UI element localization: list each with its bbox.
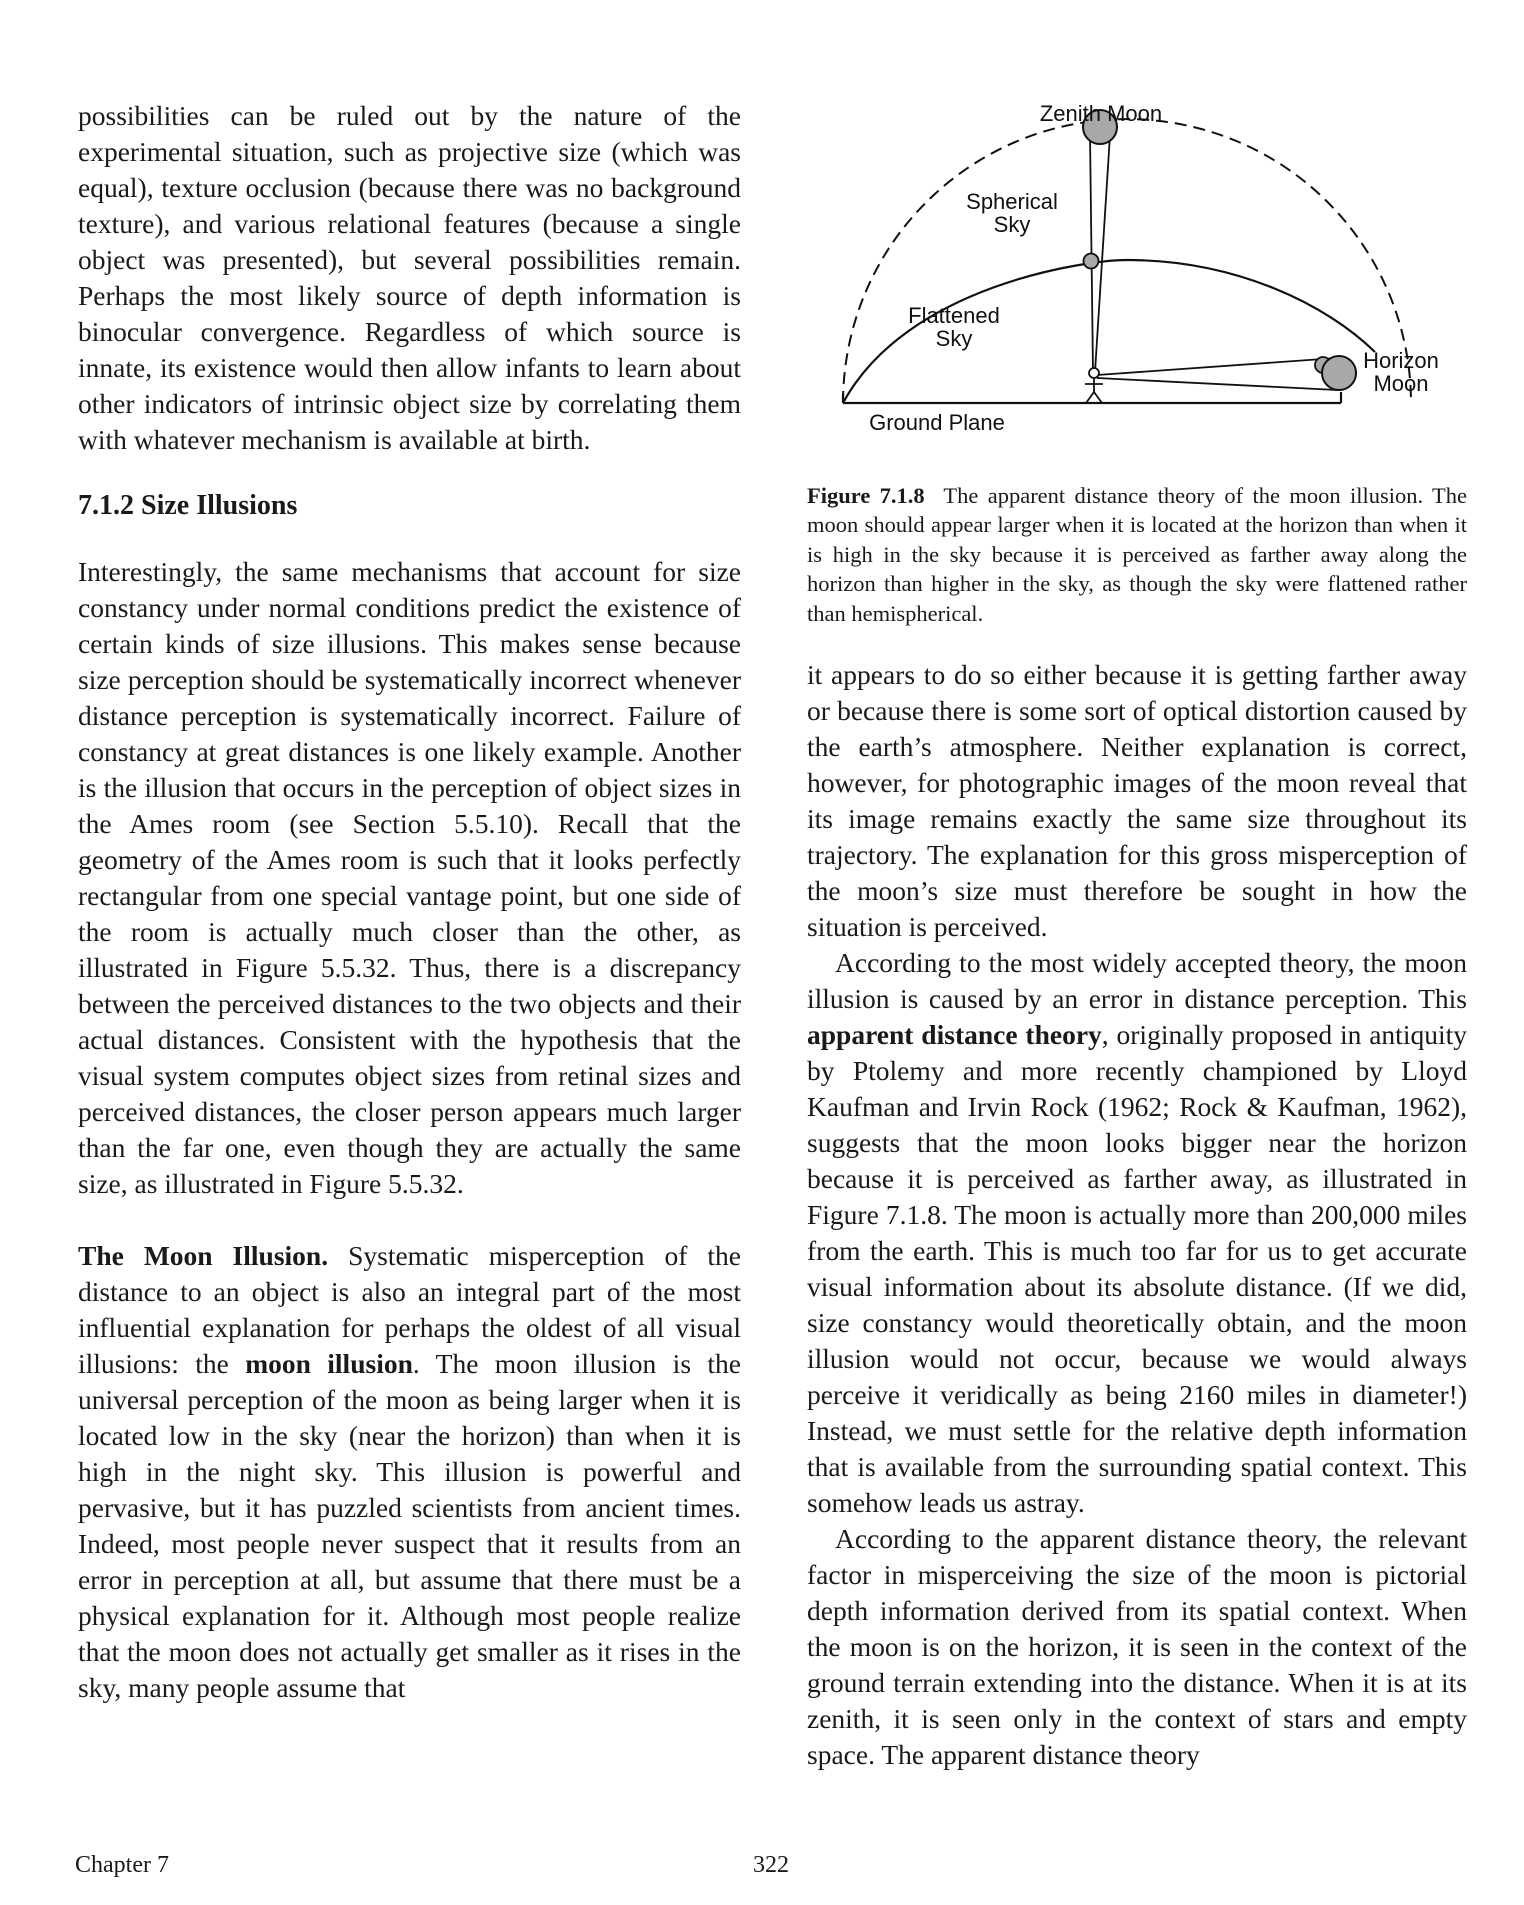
spherical-sky-label-line-1: Spherical xyxy=(966,189,1058,214)
size-illusions-paragraph: Interestingly, the same mechanisms that account for size constancy under normal conditions predict the existence of certain kinds of size illusions. This makes sense because size perception should be systematically incorrect whenever distance perception is systematically incorrect. Failure of constancy at great distances is one likely example. Another is the illusion that occurs in the perception of object sizes in the Ames room (see Section 5.5.10). Recall that the geometry of the Ames room is such that it looks perfectly rectangular from one special vantage point, but one side of the room is actually much closer than the other, as illustrated in Figure 5.5.32. Thus, there is a discrepancy between the perceived distances to the two objects and their actual distances. Consistent with the hypothesis that the visual system computes object sizes from retinal sizes and perceived distances, the closer person appears much larger than the far one, even though they are actually the same size, as illustrated in Figure 5.5.32. xyxy=(78,556,741,1199)
right-paragraph-2 xyxy=(807,945,1467,1521)
zenith-moon-label: Zenith Moon xyxy=(1039,101,1163,126)
right-paragraph-2-text-a: According to the most widely accepted theory, the moon illusion is caused by an error in distance perception. This xyxy=(807,947,1467,1014)
horizon-cone-top xyxy=(1097,358,1337,375)
moon-illusion-term: moon illusion xyxy=(245,1348,413,1379)
figure-caption-text: The apparent distance theory of the moon illusion. The moon should appear larger when it is located at the horizon than when it is high in the sky because it is perceived as farther away along the horizon than higher in the sky, as though the sky were flattened rather than hemispherical. xyxy=(807,482,1468,626)
moon-illusion-runin-heading: The Moon Illusion. xyxy=(78,1240,329,1271)
moon-illusion-text-1: Systematic misperception of the distance to an object is also an integral part of the most influential explanation for perhaps the oldest of all visual illusions: the xyxy=(78,1240,742,1379)
right-paragraph-3: According to the apparent distance theory, the relevant factor in misperceiving the size of the moon is pictorial depth information derived from its spatial context. When the moon is on the horizon, it is seen in the context of the ground terrain extending into the distance. When it is at its zenith, it is seen only in the context of stars and empty space. The apparent distance theory xyxy=(807,1523,1467,1770)
spherical-sky-label-line-2: Sky xyxy=(993,212,1031,237)
moon-illusion-figure xyxy=(807,90,1467,470)
ground-plane-label: Ground Plane xyxy=(869,410,1005,435)
horizon-moon-label-line-1: Horizon xyxy=(1363,348,1439,373)
flattened-sky-label-line-1: Flattened xyxy=(908,303,1000,328)
right-column xyxy=(807,657,1467,1773)
moon-illusion-paragraph xyxy=(78,1238,741,1706)
flattened-sky-label-line-2: Sky xyxy=(935,326,973,351)
moon-illusion-text-2: . The moon illusion is the universal perception of the moon as being larger when it is located low in the sky (near the horizon) than when it is high in the night sky. This illusion is powerful and pervasive, but it has puzzled scientists from ancient times. Indeed, most people never suspect that it results from an error in perception at all, but assume that there must be a physical explanation for it. Although most people realize that the moon does not actually get smaller as it rises in the sky, many people assume that xyxy=(78,1348,741,1703)
page-number: 322 xyxy=(753,1852,789,1878)
figure-number: Figure 7.1.8 xyxy=(807,482,925,508)
section-heading: 7.1.2 Size Illusions xyxy=(78,490,298,521)
intro-paragraph: possibilities can be ruled out by the nature of the experimental situation, such as projective size (which was equal), texture occlusion (because there was no background texture), and various relational features (because a single object was presented), but several possibilities remain. Perhaps the most likely source of depth information is binocular convergence. Regardless of which source is innate, its existence would then allow infants to learn about other indicators of intrinsic object size by correlating them with whatever mechanism is available at birth. xyxy=(78,100,741,455)
footer-chapter: Chapter 7 xyxy=(75,1852,169,1878)
horizon-moon-label-line-2: Moon xyxy=(1373,371,1429,396)
zenith-cone-right xyxy=(1095,135,1110,372)
flattened-zenith-moon-icon xyxy=(1084,254,1099,269)
right-paragraph-2-text-b: , originally proposed in antiquity by Ptolemy and more recently championed by Lloyd Kaufman and Irvin Rock (1962; Rock & Kaufman, 1962), suggests that the moon looks bigger near the horizon because it is perceived as farther away, as illustrated in Figure 7.1.8. The moon is actually more than 200,000 miles from the earth. This is much too far for us to get accurate visual information about its absolute distance. (If we did, size constancy would theoretically obtain, and the moon illusion would not occur, because we would always perceive it veridically as being 2160 miles in diameter!) Instead, we must settle for the relative depth information that is available from the surrounding spatial context. This somehow leads us astray. xyxy=(807,1019,1467,1518)
figure-caption xyxy=(807,481,1467,629)
paragraph-gap xyxy=(78,1202,741,1238)
right-paragraph-1: it appears to do so either because it is getting farther away or because there is some sort of optical distortion caused by the earth’s atmosphere. Neither explanation is correct, however, for photographic images of the moon reveal that its image remains exactly the same size throughout its trajectory. The explanation for this gross misperception of the moon’s size must therefore be sought in how the situation is perceived. xyxy=(807,659,1467,942)
left-column xyxy=(78,98,741,1706)
apparent-distance-theory-term: apparent distance theory xyxy=(807,1019,1102,1050)
horizon-cone-bottom xyxy=(1097,378,1337,390)
observer-figure-icon xyxy=(1085,368,1103,403)
